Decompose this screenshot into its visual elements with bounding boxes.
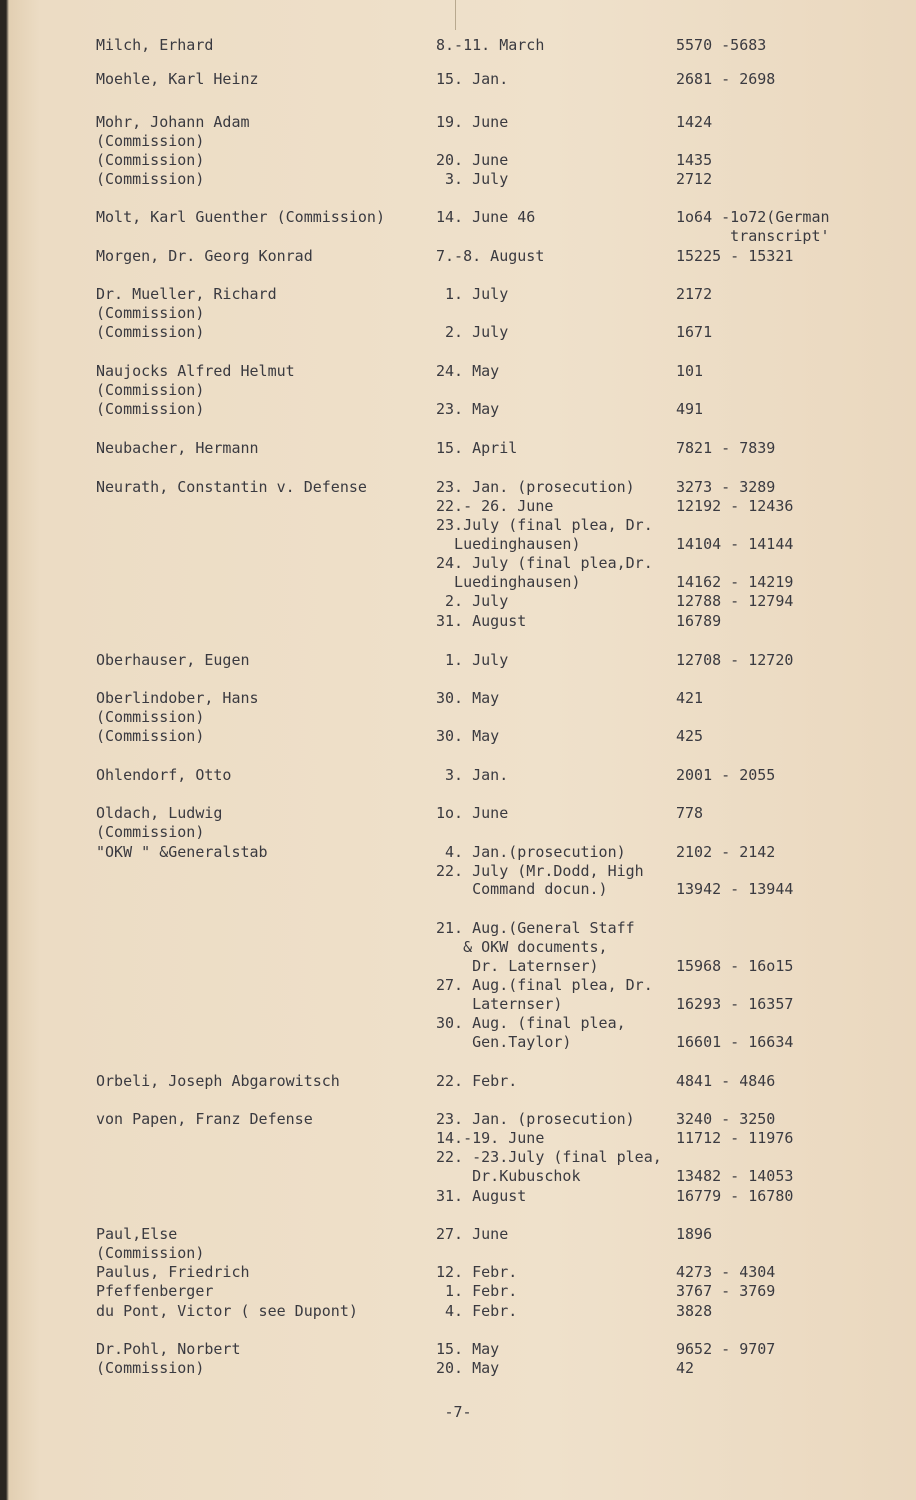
entry-name: Oberhauser, Eugen bbox=[96, 651, 250, 669]
entry-name: Paulus, Friedrich bbox=[96, 1263, 250, 1281]
entry-date: 31. August bbox=[436, 612, 527, 630]
paper-fold-mark bbox=[455, 0, 456, 30]
entry-name: du Pont, Victor ( see Dupont) bbox=[96, 1302, 358, 1320]
entry-date: 1o. June bbox=[436, 804, 509, 822]
entry-pages: 12192 - 12436 bbox=[676, 497, 794, 515]
index-line bbox=[0, 362, 916, 381]
index-line bbox=[0, 919, 916, 938]
index-line bbox=[0, 285, 916, 304]
index-line bbox=[0, 1110, 916, 1129]
entry-pages: 16779 - 16780 bbox=[676, 1187, 794, 1205]
index-line bbox=[0, 304, 916, 323]
entry-date: 27. Aug.(final plea, Dr. bbox=[436, 976, 653, 994]
entry-pages: 778 bbox=[676, 804, 704, 822]
entry-date: Gen.Taylor) bbox=[436, 1033, 572, 1051]
entry-pages: 13942 - 13944 bbox=[676, 880, 794, 898]
index-line bbox=[0, 208, 916, 227]
index-line bbox=[0, 1014, 916, 1033]
entry-date: 14. June 46 bbox=[436, 208, 536, 226]
index-line bbox=[0, 862, 916, 881]
index-line bbox=[0, 497, 916, 516]
entry-date: 14.-19. June bbox=[436, 1129, 545, 1147]
entry-date: 20. May bbox=[436, 1359, 500, 1377]
index-line bbox=[0, 1033, 916, 1052]
entry-pages: 12788 - 12794 bbox=[676, 592, 794, 610]
index-line bbox=[0, 1072, 916, 1091]
entry-name: (Commission) bbox=[96, 151, 205, 169]
entry-pages: 14104 - 14144 bbox=[676, 535, 794, 553]
index-line bbox=[0, 554, 916, 573]
index-line bbox=[0, 804, 916, 823]
entry-pages: 3240 - 3250 bbox=[676, 1110, 776, 1128]
index-line bbox=[0, 535, 916, 554]
entry-name: (Commission) bbox=[96, 727, 205, 745]
index-line bbox=[0, 592, 916, 611]
entry-date: & OKW documents, bbox=[436, 938, 608, 956]
entry-pages: 421 bbox=[676, 689, 704, 707]
entry-date: 1. July bbox=[436, 285, 509, 303]
entry-pages: 5570 -5683 bbox=[676, 36, 767, 54]
entry-pages: 3273 - 3289 bbox=[676, 478, 776, 496]
entry-name: (Commission) bbox=[96, 823, 205, 841]
entry-name: Neubacher, Hermann bbox=[96, 439, 259, 457]
entry-date: 2. July bbox=[436, 323, 509, 341]
entry-pages: 1o64 -1o72(German bbox=[676, 208, 830, 226]
entry-date: Command docun.) bbox=[436, 880, 608, 898]
entry-name: "OKW " &Generalstab bbox=[96, 843, 268, 861]
index-line bbox=[0, 612, 916, 631]
entry-date: 8.-11. March bbox=[436, 36, 545, 54]
entry-name: Oberlindober, Hans bbox=[96, 689, 259, 707]
index-line bbox=[0, 227, 916, 246]
index-line bbox=[0, 1282, 916, 1301]
entry-pages: 101 bbox=[676, 362, 704, 380]
entry-name: (Commission) bbox=[96, 323, 205, 341]
entry-pages: 1424 bbox=[676, 113, 713, 131]
entry-date: 27. June bbox=[436, 1225, 509, 1243]
entry-date: 22. July (Mr.Dodd, High bbox=[436, 862, 644, 880]
index-line bbox=[0, 247, 916, 266]
entry-date: 1. July bbox=[436, 651, 509, 669]
entry-date: 19. June bbox=[436, 113, 509, 131]
index-line bbox=[0, 843, 916, 862]
index-line bbox=[0, 113, 916, 132]
entry-date: 15. Jan. bbox=[436, 70, 509, 88]
index-line bbox=[0, 1302, 916, 1321]
entry-date: Laternser) bbox=[436, 995, 563, 1013]
entry-date: Luedinghausen) bbox=[436, 535, 581, 553]
entry-name: Ohlendorf, Otto bbox=[96, 766, 232, 784]
entry-date: 4. Jan.(prosecution) bbox=[436, 843, 626, 861]
entry-pages: 491 bbox=[676, 400, 704, 418]
index-line bbox=[0, 823, 916, 842]
entry-pages: 7821 - 7839 bbox=[676, 439, 776, 457]
index-line bbox=[0, 400, 916, 419]
entry-pages: 2712 bbox=[676, 170, 713, 188]
entry-pages: 42 bbox=[676, 1359, 695, 1377]
entry-name: Pfeffenberger bbox=[96, 1282, 214, 1300]
entry-pages: 1671 bbox=[676, 323, 713, 341]
index-line bbox=[0, 170, 916, 189]
index-line bbox=[0, 957, 916, 976]
entry-name: Milch, Erhard bbox=[96, 36, 214, 54]
entry-name: Paul,Else bbox=[96, 1225, 178, 1243]
entry-date: Dr. Laternser) bbox=[436, 957, 599, 975]
index-line bbox=[0, 1129, 916, 1148]
entry-date: 7.-8. August bbox=[436, 247, 545, 265]
entry-name: Morgen, Dr. Georg Konrad bbox=[96, 247, 313, 265]
entry-date: 31. August bbox=[436, 1187, 527, 1205]
entry-date: 23.July (final plea, Dr. bbox=[436, 516, 653, 534]
entry-pages: 3767 - 3769 bbox=[676, 1282, 776, 1300]
index-line bbox=[0, 1167, 916, 1186]
entry-date: 22.- 26. June bbox=[436, 497, 554, 515]
index-line bbox=[0, 976, 916, 995]
entry-pages: 11712 - 11976 bbox=[676, 1129, 794, 1147]
entry-name: (Commission) bbox=[96, 170, 205, 188]
index-line bbox=[0, 1359, 916, 1378]
index-line bbox=[0, 1340, 916, 1359]
entry-name: (Commission) bbox=[96, 304, 205, 322]
index-line bbox=[0, 439, 916, 458]
entry-name: Neurath, Constantin v. Defense bbox=[96, 478, 367, 496]
entry-pages: 16293 - 16357 bbox=[676, 995, 794, 1013]
entry-pages: 15225 - 15321 bbox=[676, 247, 794, 265]
entry-pages: 4273 - 4304 bbox=[676, 1263, 776, 1281]
entry-pages: 14162 - 14219 bbox=[676, 573, 794, 591]
entry-date: 23. May bbox=[436, 400, 500, 418]
entry-pages: 1435 bbox=[676, 151, 713, 169]
entry-date: 15. May bbox=[436, 1340, 500, 1358]
entry-pages: 4841 - 4846 bbox=[676, 1072, 776, 1090]
index-line bbox=[0, 651, 916, 670]
entry-date: 1. Febr. bbox=[436, 1282, 518, 1300]
entry-date: Luedinghausen) bbox=[436, 573, 581, 591]
index-line bbox=[0, 1263, 916, 1282]
index-line bbox=[0, 938, 916, 957]
entry-name: Orbeli, Joseph Abgarowitsch bbox=[96, 1072, 340, 1090]
entry-date: 30. May bbox=[436, 689, 500, 707]
index-line bbox=[0, 1187, 916, 1206]
entry-date: 4. Febr. bbox=[436, 1302, 518, 1320]
entry-pages: 12708 - 12720 bbox=[676, 651, 794, 669]
entry-name: Dr.Pohl, Norbert bbox=[96, 1340, 241, 1358]
entry-name: Molt, Karl Guenther (Commission) bbox=[96, 208, 385, 226]
index-line bbox=[0, 995, 916, 1014]
entry-date: 30. May bbox=[436, 727, 500, 745]
entry-name: von Papen, Franz Defense bbox=[96, 1110, 313, 1128]
index-line bbox=[0, 323, 916, 342]
entry-date: Dr.Kubuschok bbox=[436, 1167, 581, 1185]
entry-date: 24. July (final plea,Dr. bbox=[436, 554, 653, 572]
entry-pages: 425 bbox=[676, 727, 704, 745]
index-line bbox=[0, 132, 916, 151]
entry-date: 23. Jan. (prosecution) bbox=[436, 478, 635, 496]
entry-pages: 3828 bbox=[676, 1302, 713, 1320]
entry-date: 3. Jan. bbox=[436, 766, 509, 784]
entry-name: Moehle, Karl Heinz bbox=[96, 70, 259, 88]
entry-pages: 9652 - 9707 bbox=[676, 1340, 776, 1358]
index-line bbox=[0, 36, 916, 55]
entry-pages: 2001 - 2055 bbox=[676, 766, 776, 784]
entry-date: 12. Febr. bbox=[436, 1263, 518, 1281]
entry-pages: 15968 - 16o15 bbox=[676, 957, 794, 975]
entry-date: 24. May bbox=[436, 362, 500, 380]
index-line bbox=[0, 1225, 916, 1244]
index-line bbox=[0, 1148, 916, 1167]
entry-date: 30. Aug. (final plea, bbox=[436, 1014, 626, 1032]
entry-pages: 2681 - 2698 bbox=[676, 70, 776, 88]
entry-name: (Commission) bbox=[96, 132, 205, 150]
entry-name: (Commission) bbox=[96, 1359, 205, 1377]
entry-name: (Commission) bbox=[96, 381, 205, 399]
entry-name: Dr. Mueller, Richard bbox=[96, 285, 277, 303]
index-line bbox=[0, 1244, 916, 1263]
index-line bbox=[0, 70, 916, 89]
entry-name: Naujocks Alfred Helmut bbox=[96, 362, 295, 380]
entry-date: 15. April bbox=[436, 439, 518, 457]
index-line bbox=[0, 766, 916, 785]
entry-pages: 16601 - 16634 bbox=[676, 1033, 794, 1051]
index-line bbox=[0, 880, 916, 899]
entry-date: 2. July bbox=[436, 592, 509, 610]
entry-name: Mohr, Johann Adam bbox=[96, 113, 250, 131]
entry-pages: 2102 - 2142 bbox=[676, 843, 776, 861]
entry-name: (Commission) bbox=[96, 708, 205, 726]
entry-name: (Commission) bbox=[96, 400, 205, 418]
entry-date: 22. -23.July (final plea, bbox=[436, 1148, 662, 1166]
entry-date: 3. July bbox=[436, 170, 509, 188]
entry-pages: 13482 - 14053 bbox=[676, 1167, 794, 1185]
index-line bbox=[0, 516, 916, 535]
entry-name: (Commission) bbox=[96, 1244, 205, 1262]
entry-pages: 1896 bbox=[676, 1225, 713, 1243]
index-line bbox=[0, 689, 916, 708]
index-line bbox=[0, 708, 916, 727]
entry-date: 20. June bbox=[436, 151, 509, 169]
page-number: -7- bbox=[444, 1403, 472, 1421]
entry-date: 23. Jan. (prosecution) bbox=[436, 1110, 635, 1128]
entry-pages: 16789 bbox=[676, 612, 722, 630]
index-line bbox=[0, 151, 916, 170]
entry-pages: 2172 bbox=[676, 285, 713, 303]
entry-date: 21. Aug.(General Staff bbox=[436, 919, 635, 937]
index-line bbox=[0, 381, 916, 400]
index-line bbox=[0, 478, 916, 497]
entry-name: Oldach, Ludwig bbox=[96, 804, 223, 822]
entry-pages: transcript' bbox=[676, 227, 830, 245]
index-line bbox=[0, 727, 916, 746]
index-line bbox=[0, 573, 916, 592]
entry-date: 22. Febr. bbox=[436, 1072, 518, 1090]
